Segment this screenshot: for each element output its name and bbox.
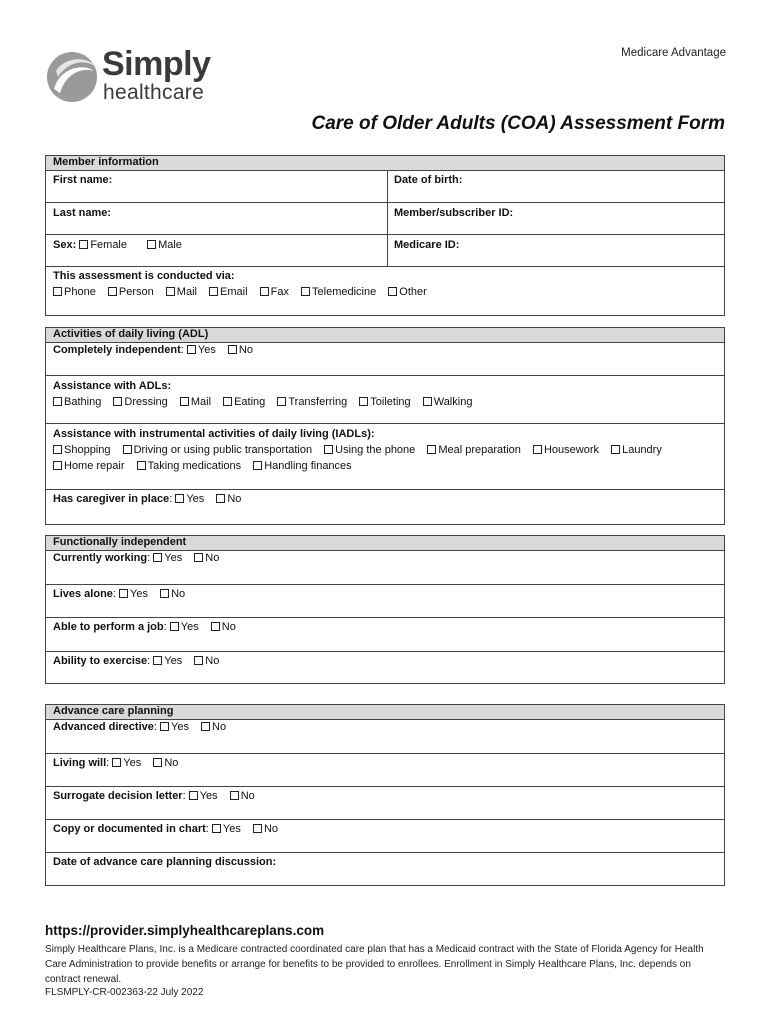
job-yes-option[interactable]: Yes — [170, 621, 199, 633]
independent-yes-option[interactable]: Yes — [187, 344, 216, 356]
adl-mail-option[interactable]: Mail — [180, 396, 211, 408]
checkbox-icon[interactable] — [423, 397, 432, 406]
independent-no-option[interactable]: No — [228, 344, 253, 356]
checkbox-icon[interactable] — [201, 722, 210, 731]
checkbox-icon[interactable] — [175, 494, 184, 503]
section-heading: Member information — [53, 156, 159, 168]
last-name-label: Last name: — [53, 207, 112, 219]
assist-adl-options — [53, 396, 481, 409]
via-fax-option[interactable]: Fax — [260, 286, 289, 298]
iadl-laundry-option[interactable]: Laundry — [611, 444, 662, 456]
checkbox-icon[interactable] — [216, 494, 225, 503]
living-will-label: Living will — [53, 757, 107, 769]
caregiver-no-option[interactable]: No — [216, 493, 241, 505]
adl-bathing-option[interactable]: Bathing — [53, 396, 101, 408]
via-label: This assessment is conducted via: — [53, 270, 235, 282]
iadl-driving-option[interactable]: Driving or using public transportation — [123, 444, 313, 456]
row-date — [46, 852, 724, 886]
adl-eating-option[interactable]: Eating — [223, 396, 265, 408]
iadl-phone-option[interactable]: Using the phone — [324, 444, 415, 456]
exercise-no-option[interactable]: No — [194, 655, 219, 667]
checkbox-icon[interactable] — [160, 589, 169, 598]
checkbox-icon[interactable] — [170, 622, 179, 631]
checkbox-icon[interactable] — [119, 589, 128, 598]
medicare-id-label: Medicare ID: — [394, 239, 460, 251]
logo-word-healthcare: healthcare — [103, 81, 205, 104]
row-working: Currently working: Yes No — [53, 552, 220, 564]
date-label: Date of advance care planning discussion: — [53, 856, 277, 868]
row-living-will: Living will: Yes No — [46, 753, 724, 786]
alone-yes-option[interactable]: Yes — [119, 588, 148, 600]
checkbox-icon[interactable] — [359, 397, 368, 406]
via-options — [53, 286, 436, 299]
provider-url-link[interactable]: https://provider.simplyhealthcareplans.com — [45, 923, 325, 938]
adl-walking-option[interactable]: Walking — [423, 396, 473, 408]
via-other-option[interactable]: Other — [388, 286, 427, 298]
member-id-label: Member/subscriber ID: — [394, 207, 514, 219]
row-copy: Copy or documented in chart: Yes No — [46, 819, 724, 852]
member-info-section — [45, 155, 725, 316]
logo-swirl-icon — [46, 47, 102, 107]
adl-dressing-option[interactable]: Dressing — [113, 396, 167, 408]
working-yes-option[interactable]: Yes — [153, 552, 182, 564]
row-lastname — [46, 202, 724, 234]
checkbox-icon[interactable] — [180, 397, 189, 406]
checkbox-icon[interactable] — [301, 287, 310, 296]
job-no-option[interactable]: No — [211, 621, 236, 633]
via-telemedicine-option[interactable]: Telemedicine — [301, 286, 376, 298]
row-assist-adl — [46, 375, 724, 423]
iadl-shopping-option[interactable]: Shopping — [53, 444, 111, 456]
checkbox-icon[interactable] — [253, 461, 262, 470]
checkbox-icon[interactable] — [153, 553, 162, 562]
checkbox-icon[interactable] — [166, 287, 175, 296]
advance-care-section — [45, 704, 725, 886]
disclaimer-text: Simply Healthcare Plans, Inc. is a Medicare contracted coordinated care plan that has a Medicaid contract with the State of Florida Agency for Health Care Administration to provide benefits or arrange for benefits to be provided to enrollees. Enrollment in Simply Healthcare Plans, Inc. depends on contract renewal. — [45, 944, 704, 985]
caregiver-yes-option[interactable]: Yes — [175, 493, 204, 505]
section-heading: Activities of daily living (ADL) — [53, 328, 209, 340]
alone-no-option[interactable]: No — [160, 588, 185, 600]
section-heading: Advance care planning — [53, 705, 174, 717]
checkbox-icon[interactable] — [223, 397, 232, 406]
row-job: Able to perform a job: Yes No — [46, 617, 724, 651]
copy-yes-option[interactable]: Yes — [212, 823, 241, 835]
alone-label: Lives alone — [53, 588, 113, 600]
functional-section — [45, 535, 725, 684]
surrogate-label: Surrogate decision letter — [53, 790, 183, 802]
directive-label: Advanced directive — [53, 721, 154, 733]
living-will-yes-option[interactable]: Yes — [112, 757, 141, 769]
checkbox-icon[interactable] — [79, 240, 88, 249]
checkbox-icon[interactable] — [108, 287, 117, 296]
section-heading: Functionally independent — [53, 536, 187, 548]
row-caregiver: Has caregiver in place: Yes No — [46, 489, 724, 525]
via-mail-option[interactable]: Mail — [166, 286, 197, 298]
row-sex — [46, 234, 724, 266]
assist-adl-label: Assistance with ADLs: — [53, 380, 172, 392]
checkbox-icon[interactable] — [209, 287, 218, 296]
copy-label: Copy or documented in chart — [53, 823, 206, 835]
checkbox-icon[interactable] — [211, 622, 220, 631]
iadl-options-line2 — [53, 460, 352, 473]
advance-care-header — [46, 705, 724, 720]
directive-yes-option[interactable]: Yes — [160, 721, 189, 733]
working-label: Currently working — [53, 552, 148, 564]
iadl-housework-option[interactable]: Housework — [533, 444, 599, 456]
assist-iadl-label: Assistance with instrumental activities of daily living (IADLs): — [53, 428, 375, 440]
row-name — [46, 171, 724, 202]
adl-toileting-option[interactable]: Toileting — [359, 396, 410, 408]
row-assist-iadl — [46, 423, 724, 489]
checkbox-icon[interactable] — [53, 397, 62, 406]
checkbox-icon[interactable] — [611, 445, 620, 454]
exercise-yes-option[interactable]: Yes — [153, 655, 182, 667]
surrogate-yes-option[interactable]: Yes — [189, 790, 218, 802]
checkbox-icon[interactable] — [153, 758, 162, 767]
member-info-header — [46, 156, 724, 171]
working-no-option[interactable]: No — [194, 552, 219, 564]
sex-label: Sex: — [53, 239, 77, 251]
adl-transferring-option[interactable]: Transferring — [277, 396, 347, 408]
checkbox-icon[interactable] — [260, 287, 269, 296]
checkbox-icon[interactable] — [137, 461, 146, 470]
dob-label: Date of birth: — [394, 174, 463, 186]
via-person-option[interactable]: Person — [108, 286, 154, 298]
checkbox-icon[interactable] — [324, 445, 333, 454]
checkbox-icon[interactable] — [277, 397, 286, 406]
logo-word-simply: Simply — [102, 45, 211, 83]
iadl-options-line1 — [53, 444, 662, 457]
surrogate-no-option[interactable]: No — [230, 790, 255, 802]
row-via — [46, 266, 724, 317]
checkbox-icon[interactable] — [113, 397, 122, 406]
copy-no-option[interactable]: No — [253, 823, 278, 835]
checkbox-icon[interactable] — [533, 445, 542, 454]
checkbox-icon[interactable] — [230, 791, 239, 800]
form-title: Care of Older Adults (COA) Assessment Form — [311, 113, 725, 134]
checkbox-icon[interactable] — [212, 824, 221, 833]
form-code: FLSMPLY-CR-002363-22 July 2022 — [45, 987, 204, 998]
row-exercise: Ability to exercise: Yes No — [46, 651, 724, 684]
directive-no-option[interactable]: No — [201, 721, 226, 733]
iadl-medications-option[interactable]: Taking medications — [137, 460, 242, 472]
via-phone-option[interactable]: Phone — [53, 286, 96, 298]
product-label: Medicare Advantage — [621, 47, 726, 59]
row-alone: Lives alone: Yes No — [46, 584, 724, 617]
living-will-no-option[interactable]: No — [153, 757, 178, 769]
checkbox-icon[interactable] — [427, 445, 436, 454]
checkbox-icon[interactable] — [147, 240, 156, 249]
first-name-label: First name: — [53, 174, 113, 186]
adl-section — [45, 327, 725, 525]
checkbox-icon[interactable] — [160, 722, 169, 731]
simply-healthcare-logo — [46, 45, 226, 105]
functional-header — [46, 536, 724, 551]
checkbox-icon[interactable] — [388, 287, 397, 296]
checkbox-icon[interactable] — [153, 656, 162, 665]
iadl-finances-option[interactable]: Handling finances — [253, 460, 351, 472]
checkbox-icon[interactable] — [194, 553, 203, 562]
row-independent: Completely independent: Yes No — [53, 344, 253, 356]
exercise-label: Ability to exercise — [53, 655, 148, 667]
row-directive: Advanced directive: Yes No — [53, 721, 227, 733]
checkbox-icon[interactable] — [228, 345, 237, 354]
checkbox-icon[interactable] — [53, 287, 62, 296]
checkbox-icon[interactable] — [194, 656, 203, 665]
checkbox-icon[interactable] — [53, 461, 62, 470]
checkbox-icon[interactable] — [189, 791, 198, 800]
independent-label: Completely independent — [53, 344, 181, 356]
checkbox-icon[interactable] — [53, 445, 62, 454]
sex-male-option[interactable]: Male — [147, 239, 182, 251]
checkbox-icon[interactable] — [187, 345, 196, 354]
job-label: Able to perform a job — [53, 621, 164, 633]
checkbox-icon[interactable] — [253, 824, 262, 833]
checkbox-icon[interactable] — [123, 445, 132, 454]
iadl-home-repair-option[interactable]: Home repair — [53, 460, 125, 472]
adl-header — [46, 328, 724, 343]
row-surrogate: Surrogate decision letter: Yes No — [46, 786, 724, 819]
sex-female-option[interactable]: Female — [79, 239, 127, 251]
via-email-option[interactable]: Email — [209, 286, 248, 298]
iadl-meal-option[interactable]: Meal preparation — [427, 444, 521, 456]
caregiver-label: Has caregiver in place — [53, 493, 170, 505]
checkbox-icon[interactable] — [112, 758, 121, 767]
